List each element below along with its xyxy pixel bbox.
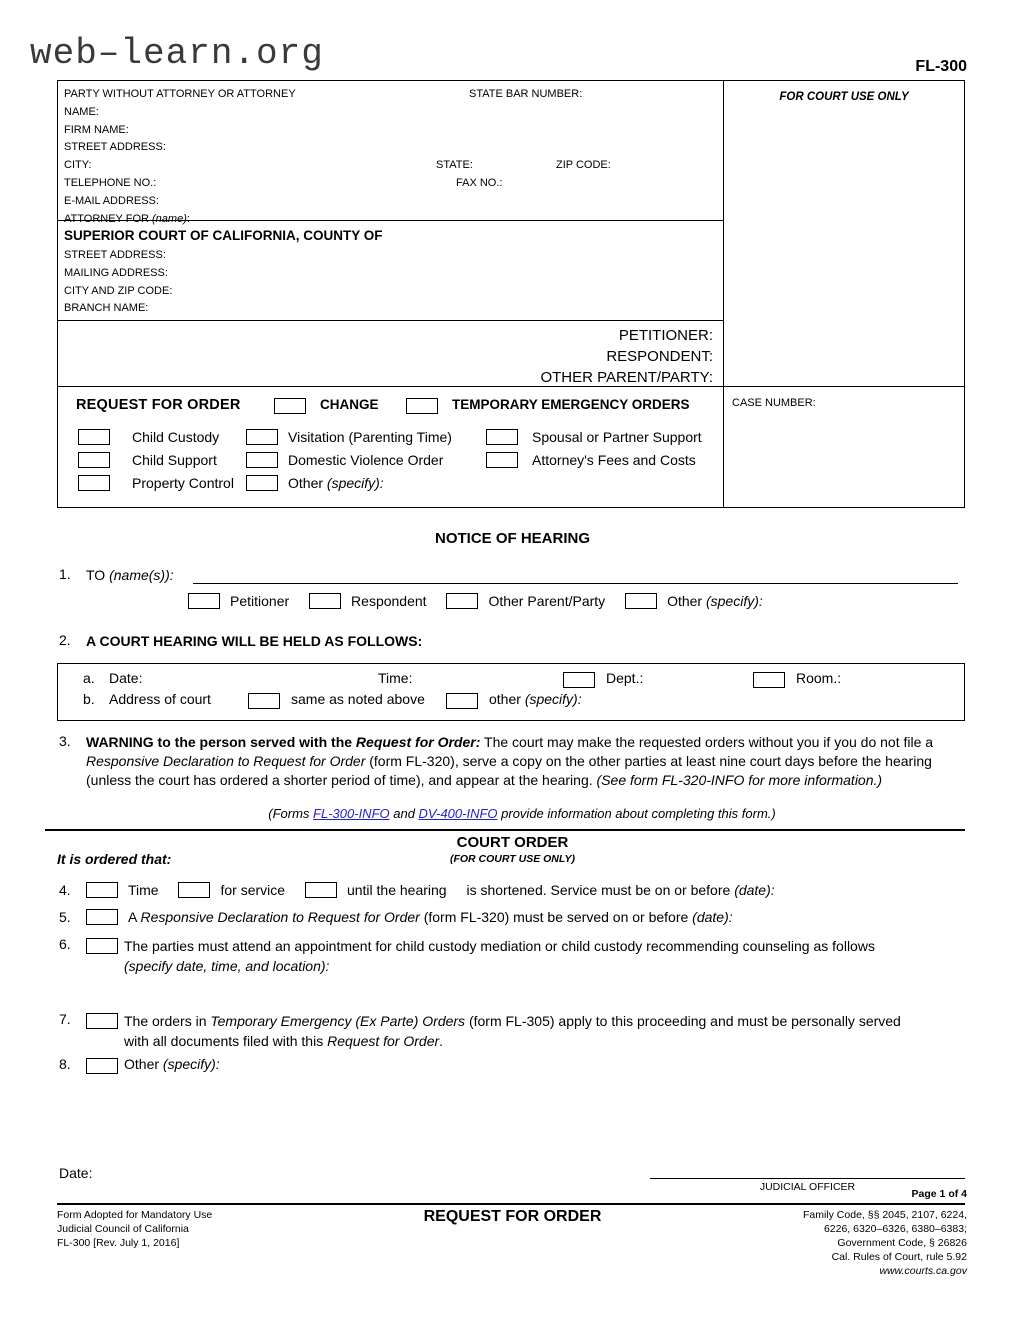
checkbox-other-order[interactable] xyxy=(246,475,278,491)
to-other-text: Other xyxy=(667,593,706,609)
checkbox-dept[interactable] xyxy=(563,672,595,688)
checkbox-address-other[interactable] xyxy=(446,693,478,709)
link-fl-300-info[interactable]: FL-300-INFO xyxy=(313,806,390,821)
warning-italic-2: (See form FL-320-INFO for more information.) xyxy=(596,772,883,788)
forms-note-mid: and xyxy=(389,806,419,821)
address-other-hint: (specify): xyxy=(524,691,582,707)
court-order-subheading: (FOR COURT USE ONLY) xyxy=(449,853,576,865)
checkbox-mediation-appointment[interactable] xyxy=(86,938,118,954)
item-5-form-title: Responsive Declaration to Request for Order xyxy=(140,909,420,925)
time-label: Time xyxy=(128,882,159,898)
footer-divider xyxy=(57,1203,965,1205)
item-6-text xyxy=(124,936,958,976)
checkbox-to-respondent[interactable] xyxy=(309,593,341,609)
until-the-hearing-label: until the hearing xyxy=(346,882,447,898)
to-other-hint: (specify): xyxy=(705,593,763,609)
checkbox-property-control[interactable] xyxy=(78,475,110,491)
footer-website: www.courts.ca.gov xyxy=(879,1265,967,1277)
attorneys-fees-label: Attorney's Fees and Costs xyxy=(532,452,696,468)
other-parent-label: OTHER PARENT/PARTY: xyxy=(540,369,713,386)
zip-code-label: ZIP CODE: xyxy=(556,159,611,172)
caption-right-column xyxy=(724,81,964,507)
warning-form-name: Request for Order: xyxy=(355,734,481,750)
case-number-label: CASE NUMBER: xyxy=(732,397,816,409)
page-number: Page 1 of 4 xyxy=(911,1188,967,1200)
item-8-hint: (specify): xyxy=(162,1056,220,1072)
to-text: TO xyxy=(86,567,110,583)
respondent-label: RESPONDENT: xyxy=(606,348,713,365)
judicial-officer-label: JUDICIAL OFFICER xyxy=(759,1181,856,1193)
hearing-a-letter: a. xyxy=(83,670,95,686)
hearing-b-letter: b. xyxy=(83,691,95,707)
for-service-label: for service xyxy=(220,882,286,898)
street-address-label: STREET ADDRESS: xyxy=(64,141,166,154)
property-control-label: Property Control xyxy=(132,475,234,491)
parties-block xyxy=(58,321,723,387)
address-of-court-label: Address of court xyxy=(109,691,211,707)
item-3-warning-text xyxy=(86,733,958,790)
same-as-noted-above-label: same as noted above xyxy=(291,691,425,707)
checkbox-child-support[interactable] xyxy=(78,452,110,468)
superior-court-title: SUPERIOR COURT OF CALIFORNIA, COUNTY OF xyxy=(64,228,383,243)
forms-note-post: provide information about completing this form.) xyxy=(497,806,776,821)
court-branch-name-label: BRANCH NAME: xyxy=(64,302,149,315)
petitioner-label: PETITIONER: xyxy=(618,327,713,344)
for-court-use-only-box xyxy=(724,81,964,387)
item-4-number: 4. xyxy=(59,882,71,898)
checkbox-for-service[interactable] xyxy=(178,882,210,898)
form-number: FL-300 xyxy=(915,58,967,75)
address-other-text: other xyxy=(489,691,525,707)
site-watermark: web–learn.org xyxy=(30,33,324,74)
item-7-text xyxy=(124,1011,924,1051)
item-8-label: Other xyxy=(124,1056,163,1072)
court-street-address-label: STREET ADDRESS: xyxy=(64,249,166,261)
checkbox-spousal-or-partner-support[interactable] xyxy=(486,429,518,445)
case-number-box[interactable] xyxy=(724,387,964,507)
item-4-date-hint: (date): xyxy=(734,882,775,898)
to-petitioner-label: Petitioner xyxy=(230,593,290,609)
warning-body-1: The court may make the requested orders without you if you do not file a xyxy=(480,734,934,750)
checkbox-to-petitioner[interactable] xyxy=(188,593,220,609)
item-8-number: 8. xyxy=(59,1056,71,1072)
child-custody-label: Child Custody xyxy=(132,429,220,445)
footer-adopted-line: Form Adopted for Mandatory Use xyxy=(57,1209,213,1221)
item-5-pre: A xyxy=(128,909,141,925)
item-3-number: 3. xyxy=(59,733,71,749)
judicial-officer-signature-line[interactable] xyxy=(650,1178,965,1179)
item-2-number: 2. xyxy=(59,632,71,648)
request-for-order-block xyxy=(58,387,723,507)
city-label: CITY: xyxy=(64,159,92,172)
hearing-details-box xyxy=(57,663,965,721)
court-mailing-address-label: MAILING ADDRESS: xyxy=(64,266,168,279)
checkbox-other-order-court[interactable] xyxy=(86,1058,118,1074)
other-order-hint: (specify): xyxy=(326,475,384,491)
spousal-support-label: Spousal or Partner Support xyxy=(532,429,702,445)
change-label: CHANGE xyxy=(320,397,379,412)
to-hint: (name(s)): xyxy=(109,567,174,583)
footer-citation-2: 6226, 6320–6326, 6380–6383; xyxy=(823,1223,967,1235)
attorney-for-hint: (name) xyxy=(152,212,187,225)
item-1-name-input-line[interactable] xyxy=(193,583,958,584)
footer-citation-4: Cal. Rules of Court, rule 5.92 xyxy=(831,1251,967,1263)
footer-form-title: REQUEST FOR ORDER xyxy=(423,1208,602,1225)
item-6-line-1: The parties must attend an appointment for child custody mediation or child custody recommending counseling as follows xyxy=(124,938,875,954)
checkbox-to-other-parent-party[interactable] xyxy=(446,593,478,609)
forms-note-pre: (Forms xyxy=(268,806,314,821)
hearing-date-label: Date: xyxy=(109,670,143,686)
checkbox-domestic-violence-order[interactable] xyxy=(246,452,278,468)
other-order-text: Other xyxy=(288,475,327,491)
warning-italic-1: Responsive Declaration to Request for Order xyxy=(86,753,366,769)
request-for-order-title: REQUEST FOR ORDER xyxy=(76,397,241,413)
address-other-label xyxy=(489,691,582,707)
checkbox-to-other[interactable] xyxy=(625,593,657,609)
it-is-ordered-label: It is ordered that: xyxy=(57,851,172,867)
item-6-number: 6. xyxy=(59,936,71,952)
checkbox-time[interactable] xyxy=(86,882,118,898)
item-1-number: 1. xyxy=(59,566,71,582)
forms-info-note xyxy=(86,806,958,821)
item-6-line-2: (specify date, time, and location): xyxy=(124,958,330,974)
firm-name-label: FIRM NAME: xyxy=(64,123,129,136)
fax-label: FAX NO.: xyxy=(456,176,503,189)
court-order-heading: COURT ORDER xyxy=(456,834,569,851)
hearing-time-label: Time: xyxy=(378,670,413,686)
attorney-for-text: ATTORNEY FOR xyxy=(64,212,153,225)
caption-left-column xyxy=(58,81,724,507)
footer-citation-1: Family Code, §§ 2045, 2107, 6224, xyxy=(802,1209,967,1221)
visitation-label: Visitation (Parenting Time) xyxy=(288,429,452,445)
temporary-emergency-orders-label: TEMPORARY EMERGENCY ORDERS xyxy=(452,397,690,412)
item-7-post: . xyxy=(439,1033,444,1049)
item-8-text xyxy=(124,1056,220,1072)
checkbox-until-the-hearing[interactable] xyxy=(305,882,337,898)
domestic-violence-label: Domestic Violence Order xyxy=(288,452,444,468)
court-city-zip-label: CITY AND ZIP CODE: xyxy=(64,284,173,297)
checkbox-change[interactable] xyxy=(274,398,306,414)
link-dv-400-info[interactable]: DV-400-INFO xyxy=(418,806,498,821)
other-order-label xyxy=(288,475,384,491)
checkbox-attorneys-fees-and-costs[interactable] xyxy=(486,452,518,468)
attorney-header: PARTY WITHOUT ATTORNEY OR ATTORNEY xyxy=(64,88,296,100)
item-5-date-hint: (date): xyxy=(692,909,733,925)
to-other-label xyxy=(667,593,763,609)
checkbox-temporary-emergency-orders[interactable] xyxy=(406,398,438,414)
hearing-room-label: Room.: xyxy=(796,670,842,686)
signature-date-label: Date: xyxy=(59,1165,93,1181)
checkbox-responsive-declaration[interactable] xyxy=(86,909,118,925)
item-7-mid: (form FL-305) apply to this proceeding and must be personally served with all documents filed with this xyxy=(124,1013,901,1049)
item-4-row xyxy=(86,882,775,898)
hearing-dept-label: Dept.: xyxy=(606,670,644,686)
attorney-for-colon: : xyxy=(186,212,190,225)
telephone-label: TELEPHONE NO.: xyxy=(64,176,157,189)
notice-of-hearing-heading: NOTICE OF HEARING xyxy=(434,530,590,547)
for-court-use-only-label: FOR COURT USE ONLY xyxy=(779,91,909,103)
item-7-form-title: Temporary Emergency (Ex Parte) Orders xyxy=(210,1013,466,1029)
item-5-row xyxy=(86,909,733,925)
item-7-number: 7. xyxy=(59,1011,71,1027)
state-bar-number-label: STATE BAR NUMBER: xyxy=(469,88,583,100)
item-5-mid: (form FL-320) must be served on or before xyxy=(419,909,693,925)
item-2-label: A COURT HEARING WILL BE HELD AS FOLLOWS: xyxy=(86,633,423,649)
item-5-text xyxy=(128,909,733,925)
checkbox-visitation[interactable] xyxy=(246,429,278,445)
email-label: E-MAIL ADDRESS: xyxy=(64,194,159,207)
attorney-info-block xyxy=(58,81,723,225)
checkbox-temporary-emergency-apply[interactable] xyxy=(86,1013,118,1029)
footer-citation-3: Government Code, § 26826 xyxy=(837,1237,967,1249)
warning-lead: WARNING to the person served with the xyxy=(86,734,356,750)
warning-body-2: (form FL-320), serve a copy on the other parties at least nine court days before the hearing (unless the court has ordered a shorter period of time), and appear at the hearing. xyxy=(86,753,932,788)
footer-council-line: Judicial Council of California xyxy=(57,1223,189,1235)
item-1-recipient-checkboxes xyxy=(188,593,763,609)
item-1-to-label xyxy=(86,566,174,585)
court-info-block xyxy=(58,221,723,321)
checkbox-same-as-noted-above[interactable] xyxy=(248,693,280,709)
caption-table xyxy=(57,80,965,508)
name-label: NAME: xyxy=(64,105,99,118)
footer-right-block xyxy=(803,1208,967,1278)
to-other-parent-label: Other Parent/Party xyxy=(488,593,606,609)
to-respondent-label: Respondent xyxy=(351,593,427,609)
checkbox-child-custody[interactable] xyxy=(78,429,110,445)
item-7-pre: The orders in xyxy=(124,1013,211,1029)
item-5-number: 5. xyxy=(59,909,71,925)
item-7-rfo-title: Request for Order xyxy=(327,1033,440,1049)
child-support-label: Child Support xyxy=(132,452,217,468)
item-4-tail: is shortened. Service must be on or before xyxy=(466,882,735,898)
state-label: STATE: xyxy=(436,159,473,172)
checkbox-room[interactable] xyxy=(753,672,785,688)
footer-revision-line: FL-300 [Rev. July 1, 2016] xyxy=(57,1237,180,1249)
item-4-tail-text xyxy=(466,882,774,898)
court-order-divider xyxy=(45,829,965,831)
